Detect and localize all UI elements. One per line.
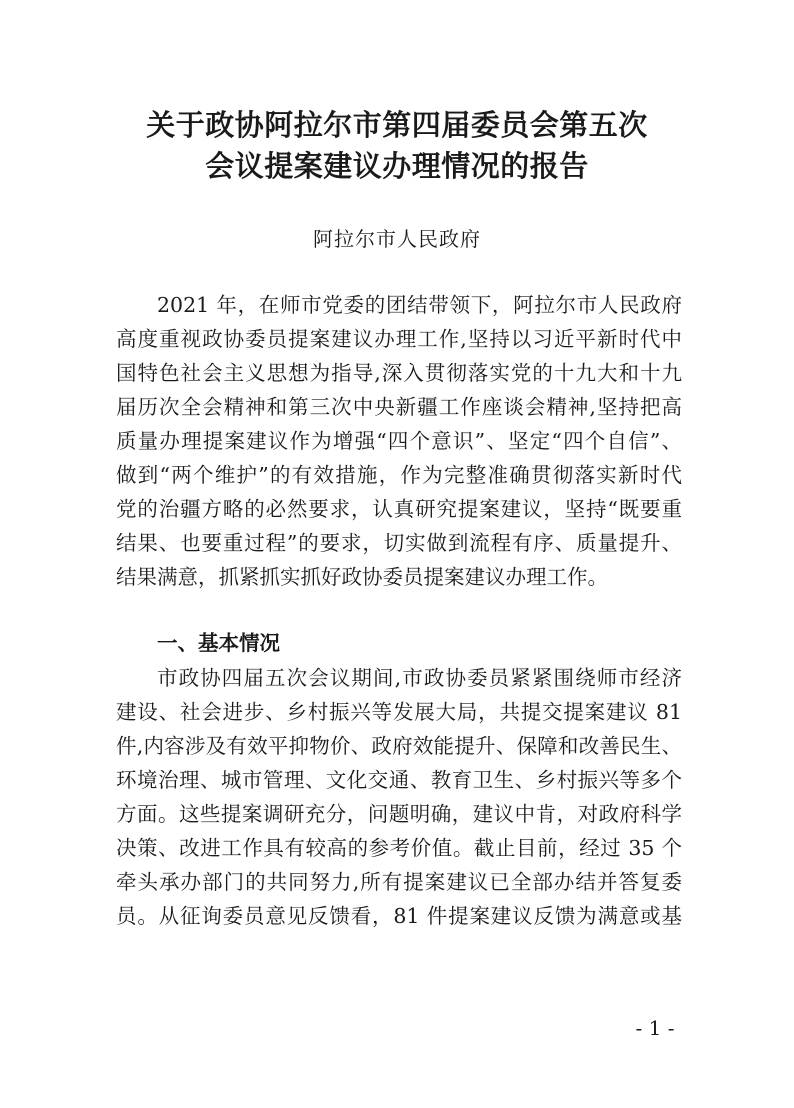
paragraph-2-line: 市政协四届五次会议期间,市政协委员紧紧围绕师市经济 [157, 666, 682, 690]
section-heading: 一、基本情况 [157, 631, 280, 655]
document-title-line-2: 会议提案建议办理情况的报告 [205, 149, 589, 183]
paragraph-1-line: 结果、也要重过程”的要求，切实做到流程有序、质量提升、 [116, 531, 682, 555]
paragraph-1-line: 国特色社会主义思想为指导,深入贯彻落实党的十九大和十九 [116, 361, 682, 385]
paragraph-1-line: 2021 年，在师市党委的团结带领下，阿拉尔市人民政府 [157, 293, 682, 317]
paragraph-1-line: 党的治疆方略的必然要求，认真研究提案建议，坚持“既要重 [116, 497, 682, 521]
paragraph-1-line: 届历次全会精神和第三次中央新疆工作座谈会精神,坚持把高 [116, 395, 682, 419]
document-title-line-1: 关于政协阿拉尔市第四届委员会第五次 [146, 108, 648, 142]
paragraph-1-line: 做到“两个维护”的有效措施，作为完整准确贯彻落实新时代 [116, 463, 682, 487]
paragraph-1-line: 结果满意，抓紧抓实抓好政协委员提案建议办理工作。 [116, 565, 608, 589]
paragraph-2-line: 方面。这些提案调研充分，问题明确，建议中肯，对政府科学 [116, 802, 682, 826]
issuer: 阿拉尔市人民政府 [313, 227, 481, 251]
page-number: - 1 - [635, 1016, 675, 1040]
paragraph-2-line: 环境治理、城市管理、文化交通、教育卫生、乡村振兴等多个 [116, 768, 682, 792]
paragraph-1-line: 质量办理提案建议作为增强“四个意识”、坚定“四个自信”、 [116, 429, 682, 453]
paragraph-2-line: 件,内容涉及有效平抑物价、政府效能提升、保障和改善民生、 [116, 734, 682, 758]
paragraph-2-line: 建设、社会进步、乡村振兴等发展大局，共提交提案建议 81 [116, 700, 682, 724]
paragraph-2-line: 牵头承办部门的共同努力,所有提案建议已全部办结并答复委 [116, 870, 682, 894]
paragraph-1-line: 高度重视政协委员提案建议办理工作,坚持以习近平新时代中 [116, 327, 682, 351]
paragraph-2-line: 决策、改进工作具有较高的参考价值。截止目前，经过 35 个 [116, 836, 682, 860]
paragraph-2-line: 员。从征询委员意见反馈看，81 件提案建议反馈为满意或基 [116, 904, 682, 928]
